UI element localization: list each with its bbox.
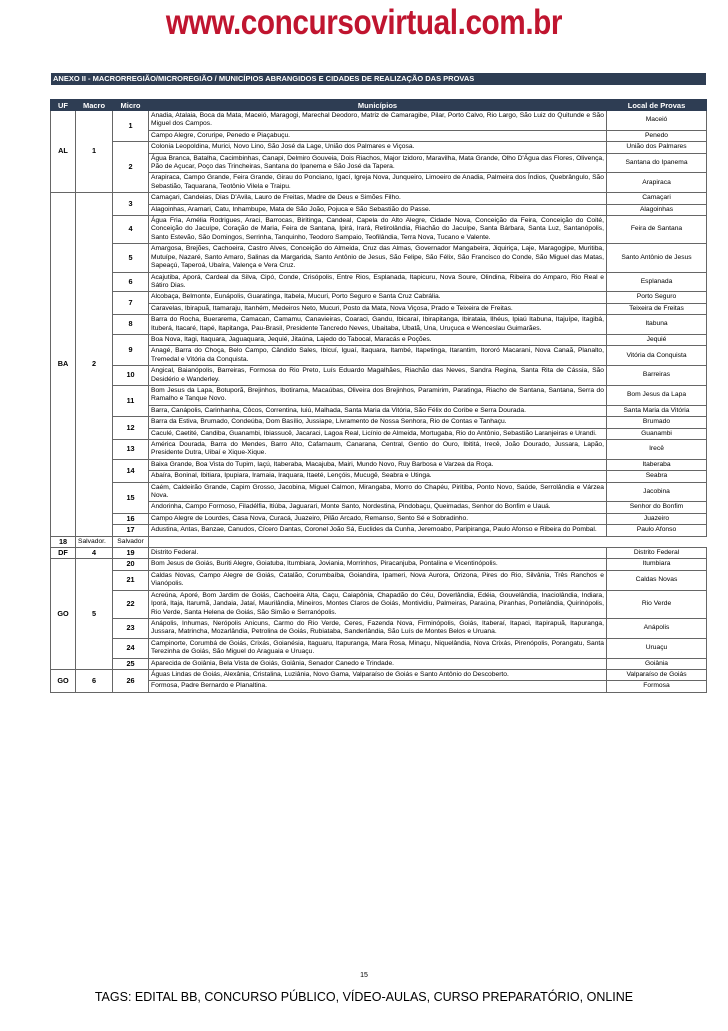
macro-cell: 4: [76, 548, 113, 559]
local-cell: Bom Jesus da Lapa: [607, 385, 707, 405]
header-local: Local de Provas: [607, 100, 707, 111]
table-row: [51, 244, 707, 272]
municipios-cell: Anagé, Barra do Choça, Belo Campo, Cândido Sales, Ibicuí, Iguaí, Itaquara, Itambé, Itapetinga, Itarantim, Itororó Macarani, Nova Canaã, Planalto, Tremedal e Vitória da Conquista.: [149, 346, 607, 366]
local-cell: Distrito Federal: [607, 548, 707, 559]
table-row: [51, 428, 707, 439]
local-cell: Vitória da Conquista: [607, 346, 707, 366]
local-cell: Uruaçu: [607, 638, 707, 658]
local-cell: Guanambi: [607, 428, 707, 439]
micro-cell: 4: [113, 216, 149, 244]
municipios-cell: Caravelas, Ibirapuã, Itamaraju, Itanhém, Medeiros Neto, Mucuri, Posto da Mata, Nova Viçosa, Prado e Teixeira de Freitas.: [149, 303, 607, 314]
macro-cell: 5: [76, 559, 113, 669]
micro-cell: 18: [51, 536, 76, 547]
municipios-cell: Alcobaça, Belmonte, Eunápolis, Guaratinga, Itabela, Mucuri, Porto Seguro e Santa Cruz Cabrália.: [149, 292, 607, 303]
local-cell: Alagoinhas: [607, 204, 707, 215]
macro-cell: 6: [76, 669, 113, 692]
table-row: [51, 173, 707, 193]
micro-cell: 17: [113, 525, 149, 536]
table-row: [51, 590, 707, 618]
uf-cell: BA: [51, 193, 76, 536]
local-cell: Caldas Novas: [607, 570, 707, 590]
local-cell: Seabra: [607, 471, 707, 482]
table-row: [51, 669, 707, 680]
local-cell: Feira de Santana: [607, 216, 707, 244]
micro-cell: 19: [113, 548, 149, 559]
micro-cell: 7: [113, 292, 149, 315]
micro-cell: 20: [113, 559, 149, 570]
local-cell: Jacobina: [607, 482, 707, 502]
table-row: [51, 315, 707, 335]
municipios-cell: Barra do Rocha, Buerarema, Camacan, Camamu, Canavieiras, Coaraci, Gandu, Ibicaraí, Ibirapitanga, Ibirataia, Ilhéus, Ipiaú Itabuna, Itajuípe, Itagibá, Ituberá, Itacaré, Itapé, Itapitanga, Pau-Brasil, Presidente Tancredo Neves, Ubaitaba, Ubatã, Una, Uruçuca e Wenceslau Guimarães.: [149, 315, 607, 335]
municipios-cell: Formosa, Padre Bernardo e Planaltina.: [149, 681, 607, 692]
table-row: [51, 385, 707, 405]
local-cell: Anápolis: [607, 618, 707, 638]
table-row: [51, 440, 707, 460]
municipios-cell: Bom Jesus de Goiás, Buriti Alegre, Goiatuba, Itumbiara, Joviania, Morrinhos, Piracanjuba, Pontalina e Vicentinópolis.: [149, 559, 607, 570]
micro-cell: 11: [113, 385, 149, 416]
header-municipios: Municípios: [149, 100, 607, 111]
table-row: [51, 570, 707, 590]
table-row: [51, 216, 707, 244]
local-cell: Valparaíso de Goiás: [607, 669, 707, 680]
micro-cell: 21: [113, 570, 149, 590]
municipios-cell: Água Fria, Amélia Rodrigues, Araci, Barrocas, Biritinga, Candeal, Capela do Alto Alegre, Cidade Nova, Conceição da Feira, Conceição do Coité, Conceição do Jacuípe, Coração de Maria, Feira de Santana, Ipirá, Irará, Retirolândia, Riachão do Jacuípe, Santa Bárbara, Santa Luz, Santanópolis, Santo Estevão, São Domingos, Serrinha, Tanquinho, Teodoro Sampaio, Teofilândia, Terra Nova, Tucano e Valente.: [149, 216, 607, 244]
municipios-cell: Angical, Baianópolis, Barreiras, Formosa do Rio Preto, Luís Eduardo Magalhães, Riachão das Neves, Sandra Regina, Santa Rita de Cássia, São Desidério e Wanderley.: [149, 366, 607, 386]
uf-cell: GO: [51, 559, 76, 669]
uf-cell: AL: [51, 111, 76, 193]
municipios-cell: Arapiraca, Campo Grande, Feira Grande, Girau do Ponciano, Igací, Igreja Nova, Junqueiro, Limoeiro de Anadia, Palmeira dos Índios, Quebrângulo, São Sebastião, Taquarana, Teotônio Vilela e Traipu.: [149, 173, 607, 193]
micro-cell: 13: [113, 440, 149, 460]
municipios-cell: Campo Alegre, Coruripe, Penedo e Piaçabuçu.: [149, 130, 607, 141]
table-row: [51, 334, 707, 345]
table-header-row: [51, 100, 707, 111]
municipios-cell: Barra, Canápolis, Carinhanha, Côcos, Correntina, Iuiú, Malhada, Santa Maria da Vitória, São Félix do Coribe e Serra Dourada.: [149, 405, 607, 416]
micro-cell: 8: [113, 315, 149, 335]
micro-cell: 5: [113, 244, 149, 272]
page-number: 15: [360, 972, 368, 979]
table-row: [51, 142, 707, 153]
local-cell: Formosa: [607, 681, 707, 692]
footer-tags: TAGS: EDITAL BB, CONCURSO PÚBLICO, VÍDEO-AULAS, CURSO PREPARATÓRIO, ONLINE: [94, 990, 634, 1004]
table-row: [51, 130, 707, 141]
table-row: [51, 292, 707, 303]
municipios-cell: Campo Alegre de Lourdes, Casa Nova, Curacá, Juazeiro, Pilão Arcado, Remanso, Sento Sé e Sobradinho.: [149, 513, 607, 524]
local-cell: Paulo Afonso: [607, 525, 707, 536]
municipios-cell: Colonia Leopoldina, Murici, Novo Lino, São José da Lage, União dos Palmares e Viçosa.: [149, 142, 607, 153]
local-cell: Santo Antônio de Jesus: [607, 244, 707, 272]
municipios-cell: Alagoinhas, Aramari, Catu, Inhambupe, Mata de São João, Pojuca e São Sebastião do Passe.: [149, 204, 607, 215]
table-row: [51, 303, 707, 314]
table-row: [51, 525, 707, 536]
local-cell: Santa Maria da Vitória: [607, 405, 707, 416]
local-cell: Esplanada: [607, 272, 707, 292]
table-row: [51, 346, 707, 366]
municipios-cell: Abaíra, Boninal, Ibitiara, Ipupiara, Iramaia, Iraquara, Itaeté, Lençóis, Mucugê, Seabra e Utinga.: [149, 471, 607, 482]
municipios-cell: Águas Lindas de Goiás, Alexânia, Cristalina, Luziânia, Novo Gama, Valparaíso de Goiás e Santo Antônio do Descoberto.: [149, 669, 607, 680]
micro-cell: 24: [113, 638, 149, 658]
local-cell: União dos Palmares: [607, 142, 707, 153]
micro-cell: 26: [113, 669, 149, 692]
table-row: [51, 366, 707, 386]
table-row: [51, 405, 707, 416]
table-row: [51, 618, 707, 638]
local-cell: Penedo: [607, 130, 707, 141]
table-row: [51, 193, 707, 204]
local-cell: Irecê: [607, 440, 707, 460]
micro-cell: 16: [113, 513, 149, 524]
table-row: [51, 459, 707, 470]
table-row: [51, 559, 707, 570]
municipios-cell: Camaçari, Candeias, Dias D'Avila, Lauro de Freitas, Madre de Deus e Simões Filho.: [149, 193, 607, 204]
local-cell: Itaberaba: [607, 459, 707, 470]
local-cell: Brumado: [607, 417, 707, 428]
local-cell: Rio Verde: [607, 590, 707, 618]
table-row: [51, 548, 707, 559]
header-macro: Macro: [76, 100, 113, 111]
table-row: [51, 417, 707, 428]
table-row: [51, 204, 707, 215]
municipios-cell: Distrito Federal.: [149, 548, 607, 559]
local-cell: Arapiraca: [607, 173, 707, 193]
local-cell: Teixeira de Freitas: [607, 303, 707, 314]
local-cell: Itumbiara: [607, 559, 707, 570]
municipios-cell: Anápolis, Inhumas, Nerópolis Anicuns, Carmo do Rio Verde, Ceres, Fazenda Nova, Firminópolis, Goiás, Itaberaí, Itapaci, Itapirapuã, Itapuranga, Jussara, Matrincha, Mozarlândia, Petrolina de Goiás, Rubiataba, Sanderlândia, São Luís de Montes Belos e Uruana.: [149, 618, 607, 638]
micro-cell: 9: [113, 334, 149, 365]
local-cell: Maceió: [607, 111, 707, 131]
table-row: [51, 471, 707, 482]
municipios-cell: Andorinha, Campo Formoso, Filadélfia, Itiúba, Jaguarari, Monte Santo, Nordestina, Pindobaçu, Queimadas, Senhor do Bonfim e Uauá.: [149, 502, 607, 513]
municipios-cell: Amargosa, Brejões, Cachoeira, Castro Alves, Conceição do Almeida, Cruz das Almas, Governador Mangabeira, Jiquiriça, Laje, Maragogipe, Muritiba, Mutuípe, Nazaré, Santo Amaro, Salinas da Margarida, Santo Antônio de Jesus, São Felipe, São Félix, São Francisco do Conde, São Miguel das Matas, Sapeaçú, Taperoá, Ubaíra, Valença e Vera Cruz.: [149, 244, 607, 272]
municipios-cell: Campinorte, Corumbá de Goiás, Crixás, Goianésia, Itaguaru, Itapuranga, Mara Rosa, Minaçu, Niquelândia, Nova Crixás, Pirenópolis, Porangatu, Santa Terezinha de Goiás, São Miguel do Araguaia e Uruaçu.: [149, 638, 607, 658]
municipios-cell: Boa Nova, Itagi, Itaquara, Jaguaquara, Jequié, Jitaúna, Lajedo do Tabocal, Maracás e Poções.: [149, 334, 607, 345]
table-row: [51, 536, 707, 547]
micro-cell: 22: [113, 590, 149, 618]
table-row: [51, 153, 707, 173]
annex-title: ANEXO II - MACRORREGIÃO/MICROREGIÃO / MUNICÍPIOS ABRANGIDOS E CIDADES DE REALIZAÇÃO DAS PROVAS: [51, 73, 706, 85]
municipios-cell: Água Branca, Batalha, Cacimbinhas, Canapi, Delmiro Gouveia, Dois Riachos, Major Izidoro, Maravilha, Mata Grande, Olho D'Água das Flores, Olivença, Pão de Açucar, Poço das Trincheiras, Santana do Ipanema e São José da Tapera.: [149, 153, 607, 173]
table-row: [51, 272, 707, 292]
local-cell: Juazeiro: [607, 513, 707, 524]
municipios-cell: Baixa Grande, Boa Vista do Tupim, Iaçú, Itaberaba, Macajuba, Mairi, Mundo Novo, Ruy Barbosa e Varzea da Roça.: [149, 459, 607, 470]
local-cell: Itabuna: [607, 315, 707, 335]
regions-table: [50, 99, 707, 693]
local-cell: Santana do Ipanema: [607, 153, 707, 173]
micro-cell: 1: [113, 111, 149, 142]
municipios-cell: Acreúna, Aporé, Bom Jardim de Goiás, Cachoeira Alta, Caçu, Caiapônia, Chapadão do Céu, Doverlândia, Edéia, Gouvelândia, Inaciolândia, Indiara, Iporá, Itaja, Itarumã, Jandaia, Jataí, Maurilândia, Mineiros, Montes Claros de Goiás, Montividiu, Palmeiras, Paraúna, Piranhas, Portelândia, Quirinópolis, Rio Verde, Santa Helena de Goiás, São Simão e Serranópolis.: [149, 590, 607, 618]
table-row: [51, 658, 707, 669]
micro-cell: 25: [113, 658, 149, 669]
municipios-cell: Salvador.: [76, 536, 113, 547]
municipios-cell: Caculé, Caetité, Candiba, Guanambi, Ibiassucê, Jacaraci, Lagoa Real, Licínio de Almeida, Mortugaba, Rio do Antônio, Sebastião Laranjeiras e Urandi.: [149, 428, 607, 439]
local-cell: Salvador: [113, 536, 149, 547]
local-cell: Senhor do Bonfim: [607, 502, 707, 513]
local-cell: Goiânia: [607, 658, 707, 669]
micro-cell: 10: [113, 366, 149, 386]
local-cell: Barreiras: [607, 366, 707, 386]
table-row: [51, 482, 707, 502]
municipios-cell: Barra da Estiva, Brumado, Condeúba, Dom Basílio, Jussiape, Livramento de Nossa Senhora, Rio de Contas e Tanhaçu.: [149, 417, 607, 428]
table-row: [51, 638, 707, 658]
table-row: [51, 513, 707, 524]
micro-cell: 14: [113, 459, 149, 482]
micro-cell: 15: [113, 482, 149, 513]
macro-cell: 1: [76, 111, 113, 193]
municipios-cell: Caldas Novas, Campo Alegre de Goiás, Catalão, Corumbaíba, Goiandira, Ipameri, Nova Aurora, Orizona, Pires do Rio, Silvânia, Três Ranchos e Vianópolis.: [149, 570, 607, 590]
micro-cell: 3: [113, 193, 149, 216]
municipios-cell: Adustina, Antas, Banzae, Canudos, Cícero Dantas, Coronel João Sá, Euclides da Cunha, Jeremoabo, Paripiranga, Paulo Afonso e Ribeira do Pombal.: [149, 525, 607, 536]
micro-cell: 12: [113, 417, 149, 440]
table-row: [51, 111, 707, 131]
table-row: [51, 681, 707, 692]
local-cell: Camaçari: [607, 193, 707, 204]
local-cell: Jequié: [607, 334, 707, 345]
micro-cell: 6: [113, 272, 149, 292]
uf-cell: GO: [51, 669, 76, 692]
local-cell: Porto Seguro: [607, 292, 707, 303]
municipios-cell: Bom Jesus da Lapa, Botuporã, Brejinhos, Ibotirama, Macaúbas, Oliveira dos Brejinhos, Paramirim, Paratinga, Riacho de Santana, Santana, Serra do Ramalho e Tanque Novo.: [149, 385, 607, 405]
municipios-cell: Acajutiba, Aporá, Cardeal da Silva, Cipó, Conde, Crisópolis, Entre Rios, Esplanada, Itapicuru, Nova Soure, Olindina, Ribeira do Amparo, Rio Real e Sátiro Dias.: [149, 272, 607, 292]
macro-cell: 2: [76, 193, 113, 536]
site-url-banner: www.concursovirtual.com.br: [165, 3, 563, 42]
municipios-cell: Anadia, Atalaia, Boca da Mata, Maceió, Maragogi, Marechal Deodoro, Matriz de Camaragibe, Pilar, Porto Calvo, Rio Largo, São Luiz do Quitunde e São Miguel dos Campos.: [149, 111, 607, 131]
micro-cell: 23: [113, 618, 149, 638]
micro-cell: 2: [113, 142, 149, 193]
municipios-cell: América Dourada, Barra do Mendes, Barro Alto, Cafarnaum, Canarana, Central, Gentio do Ouro, Ibititá, Irecê, João Dourado, Jussara, Lapão, Presidente Dutra, Uibaí e Xique-Xique.: [149, 440, 607, 460]
uf-cell: DF: [51, 548, 76, 559]
municipios-cell: Caém, Caldeirão Grande, Capim Grosso, Jacobina, Miguel Calmon, Mirangaba, Morro do Chapéu, Piritiba, Ponto Novo, Saúde, Serrolândia e Várzea Nova.: [149, 482, 607, 502]
table-row: [51, 502, 707, 513]
header-uf: UF: [51, 100, 76, 111]
header-micro: Micro: [113, 100, 149, 111]
municipios-cell: Aparecida de Goiânia, Bela Vista de Goiás, Goiânia, Senador Canedo e Trindade.: [149, 658, 607, 669]
